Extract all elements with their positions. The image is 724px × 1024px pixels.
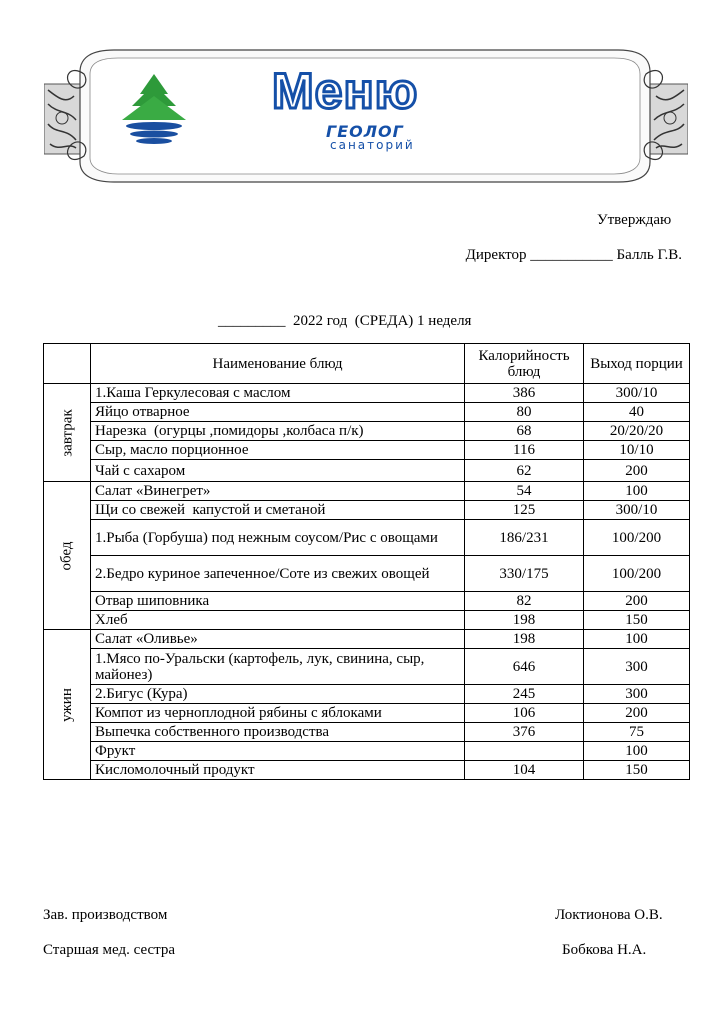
table-header (44, 344, 690, 384)
dish-name: 1.Каша Геркулесовая с маслом (91, 384, 465, 403)
brand-name: ГЕОЛОГ (326, 122, 404, 141)
dish-calories: 376 (465, 723, 584, 742)
dish-calories: 245 (465, 685, 584, 704)
table-row (44, 422, 690, 441)
dish-portion: 75 (584, 723, 690, 742)
header-calories: Калорийность блюд (465, 344, 584, 384)
dish-name: 1.Мясо по-Уральски (картофель, лук, свинина, сыр, майонез) (91, 649, 465, 685)
signature-person-1: Локтионова О.В. (555, 907, 663, 923)
meal-label-dinner: ужин (44, 630, 91, 780)
dish-calories: 186/231 (465, 520, 584, 556)
table-row (44, 501, 690, 520)
dish-calories: 62 (465, 460, 584, 482)
dish-portion: 150 (584, 761, 690, 780)
dish-portion: 100 (584, 482, 690, 501)
dish-name: Чай с сахаром (91, 460, 465, 482)
table-row (44, 482, 690, 501)
table-row (44, 761, 690, 780)
dish-calories: 330/175 (465, 556, 584, 592)
header-portion: Выход порции (584, 344, 690, 384)
dish-calories: 198 (465, 630, 584, 649)
dish-portion: 100/200 (584, 556, 690, 592)
dish-portion: 300/10 (584, 501, 690, 520)
dish-name: Фрукт (91, 742, 465, 761)
dish-portion: 300 (584, 685, 690, 704)
table-row (44, 384, 690, 403)
dish-portion: 100 (584, 742, 690, 761)
dish-name: Нарезка (огурцы ,помидоры ,колбаса п/к) (91, 422, 465, 441)
dish-portion: 150 (584, 611, 690, 630)
table-row (44, 520, 690, 556)
dish-name: Салат «Винегрет» (91, 482, 465, 501)
table-row (44, 611, 690, 630)
dish-calories (465, 742, 584, 761)
dish-portion: 100/200 (584, 520, 690, 556)
dish-calories: 125 (465, 501, 584, 520)
header-meal-cell (44, 344, 91, 384)
dish-calories: 106 (465, 704, 584, 723)
table-row (44, 592, 690, 611)
dish-name: Щи со свежей капустой и сметаной (91, 501, 465, 520)
dish-calories: 82 (465, 592, 584, 611)
dish-calories: 116 (465, 441, 584, 460)
dish-calories: 386 (465, 384, 584, 403)
table-row (44, 685, 690, 704)
dish-calories: 54 (465, 482, 584, 501)
dish-portion: 200 (584, 704, 690, 723)
dish-portion: 10/10 (584, 441, 690, 460)
table-row (44, 704, 690, 723)
ornament-right (650, 84, 688, 154)
dish-calories: 68 (465, 422, 584, 441)
table-row (44, 649, 690, 685)
header-dish-name: Наименование блюд (91, 344, 465, 384)
dish-portion: 100 (584, 630, 690, 649)
dish-name: 2.Бигус (Кура) (91, 685, 465, 704)
table-row (44, 556, 690, 592)
dish-name: Сыр, масло порционное (91, 441, 465, 460)
dish-name: 2.Бедро куриное запеченное/Соте из свежих овощей (91, 556, 465, 592)
brand-subtitle: санаторий (330, 138, 415, 152)
ornament-left (44, 84, 80, 154)
dish-portion: 20/20/20 (584, 422, 690, 441)
dish-name: Выпечка собственного производства (91, 723, 465, 742)
table-row (44, 441, 690, 460)
signature-person-2: Бобкова Н.А. (562, 942, 647, 958)
dish-calories: 646 (465, 649, 584, 685)
dish-name: Салат «Оливье» (91, 630, 465, 649)
dish-name: Кисломолочный продукт (91, 761, 465, 780)
table-row (44, 630, 690, 649)
dish-calories: 198 (465, 611, 584, 630)
dish-portion: 300 (584, 649, 690, 685)
menu-title-logo: Меню (272, 63, 419, 119)
menu-table (43, 343, 690, 780)
menu-date-title: _________ 2022 год (СРЕДА) 1 неделя (218, 313, 472, 329)
signature-role-1: Зав. производством (43, 907, 168, 923)
dish-name: Компот из черноплодной рябины с яблоками (91, 704, 465, 723)
table-row (44, 460, 690, 482)
dish-name: Хлеб (91, 611, 465, 630)
dish-calories: 104 (465, 761, 584, 780)
dish-name: Отвар шиповника (91, 592, 465, 611)
signature-role-2: Старшая мед. сестра (43, 942, 176, 958)
dish-portion: 40 (584, 403, 690, 422)
dish-portion: 200 (584, 460, 690, 482)
meal-label-lunch: обед (44, 482, 91, 630)
approval-label: Утверждаю (597, 212, 672, 228)
dish-calories: 80 (465, 403, 584, 422)
dish-name: Яйцо отварное (91, 403, 465, 422)
table-row (44, 403, 690, 422)
dish-portion: 300/10 (584, 384, 690, 403)
dish-portion: 200 (584, 592, 690, 611)
table-row (44, 742, 690, 761)
dish-name: 1.Рыба (Горбуша) под нежным соусом/Рис с овощами (91, 520, 465, 556)
meal-label-breakfast: завтрак (44, 384, 91, 482)
director-line: Директор ___________ Балль Г.В. (465, 247, 682, 263)
table-row (44, 723, 690, 742)
